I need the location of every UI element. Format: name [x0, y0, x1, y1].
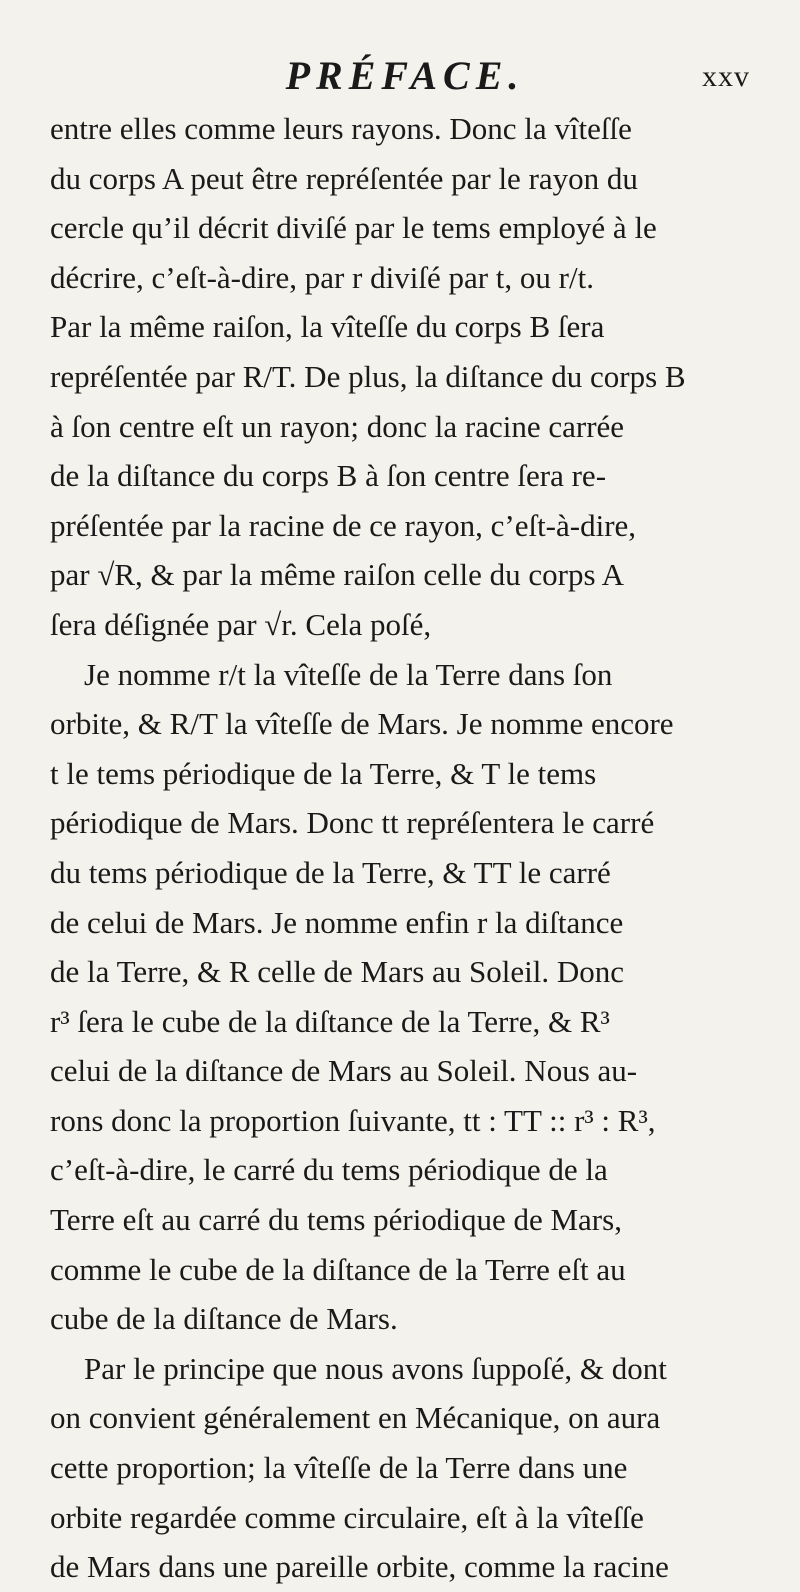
text-line: Terre eſt au carré du tems périodique de Mars, [50, 1202, 622, 1238]
text-line: orbite, & R/T la vîteſſe de Mars. Je nomme encore [50, 706, 674, 742]
text-line: périodique de Mars. Donc tt repréſentera le carré [50, 805, 655, 841]
text-line: à ſon centre eſt un rayon; donc la racine carrée [50, 408, 625, 444]
text-line: Par la même raiſon, la vîteſſe du corps B ſera [50, 309, 605, 345]
page-header [60, 52, 750, 108]
text-line: t le tems périodique de la Terre, & T le tems [50, 755, 597, 791]
text-line: par √R, & par la même raiſon celle du corps A [50, 557, 624, 593]
text-line: entre elles comme leurs rayons. Donc la vîteſſe [50, 111, 632, 146]
text-line: cette proportion; la vîteſſe de la Terre dans une [50, 1450, 628, 1486]
text-line: orbite regardée comme circulaire, eſt à la vîteſſe [50, 1499, 644, 1535]
text-line: rons donc la proportion ſuivante, tt : TT :: r³ : R³, [50, 1102, 656, 1138]
text-line: de Mars dans une pareille orbite, comme la racine [50, 1549, 669, 1585]
text-line: ſera déſignée par √r. Cela poſé, [50, 606, 432, 642]
text-line: du corps A peut être repréſentée par le rayon du [50, 160, 638, 196]
text-line: celui de la diſtance de Mars au Soleil. Nous au- [50, 1053, 638, 1089]
text-line: de la Terre, & R celle de Mars au Soleil. Donc [50, 954, 625, 990]
text-line: préſentée par la racine de ce rayon, c’eſt-à-dire, [50, 507, 637, 543]
text-line: du tems périodique de la Terre, & TT le carré [50, 854, 611, 890]
text-line: r³ ſera le cube de la diſtance de la Terre, & R³ [50, 1003, 610, 1039]
text-line: comme le cube de la diſtance de la Terre eſt au [50, 1251, 626, 1287]
text-line: de la diſtance du corps B à ſon centre ſera re- [50, 458, 607, 494]
text-line: cube de la diſtance de Mars. [50, 1301, 398, 1337]
text-line: on convient généralement en Mécanique, on aura [50, 1400, 661, 1436]
text-line: c’eſt-à-dire, le carré du tems périodique de la [50, 1152, 608, 1188]
text-line: de celui de Mars. Je nomme enfin r la diſtance [50, 904, 624, 940]
running-title: PRÉFACE. [285, 53, 525, 98]
text-line: décrire, c’eſt-à-dire, par r diviſé par t, ou r/t. [50, 259, 594, 295]
body-text [50, 104, 740, 1592]
text-line: repréſentée par R/T. De plus, la diſtance du corps B [50, 358, 686, 394]
text-line: cercle qu’il décrit diviſé par le tems employé à le [50, 210, 657, 246]
paragraph-start-line: Je nomme r/t la vîteſſe de la Terre dans ſon [84, 656, 613, 692]
paragraph-start-line: Par le principe que nous avons ſuppoſé, & dont [84, 1350, 667, 1386]
page-number: xxv [702, 60, 750, 93]
